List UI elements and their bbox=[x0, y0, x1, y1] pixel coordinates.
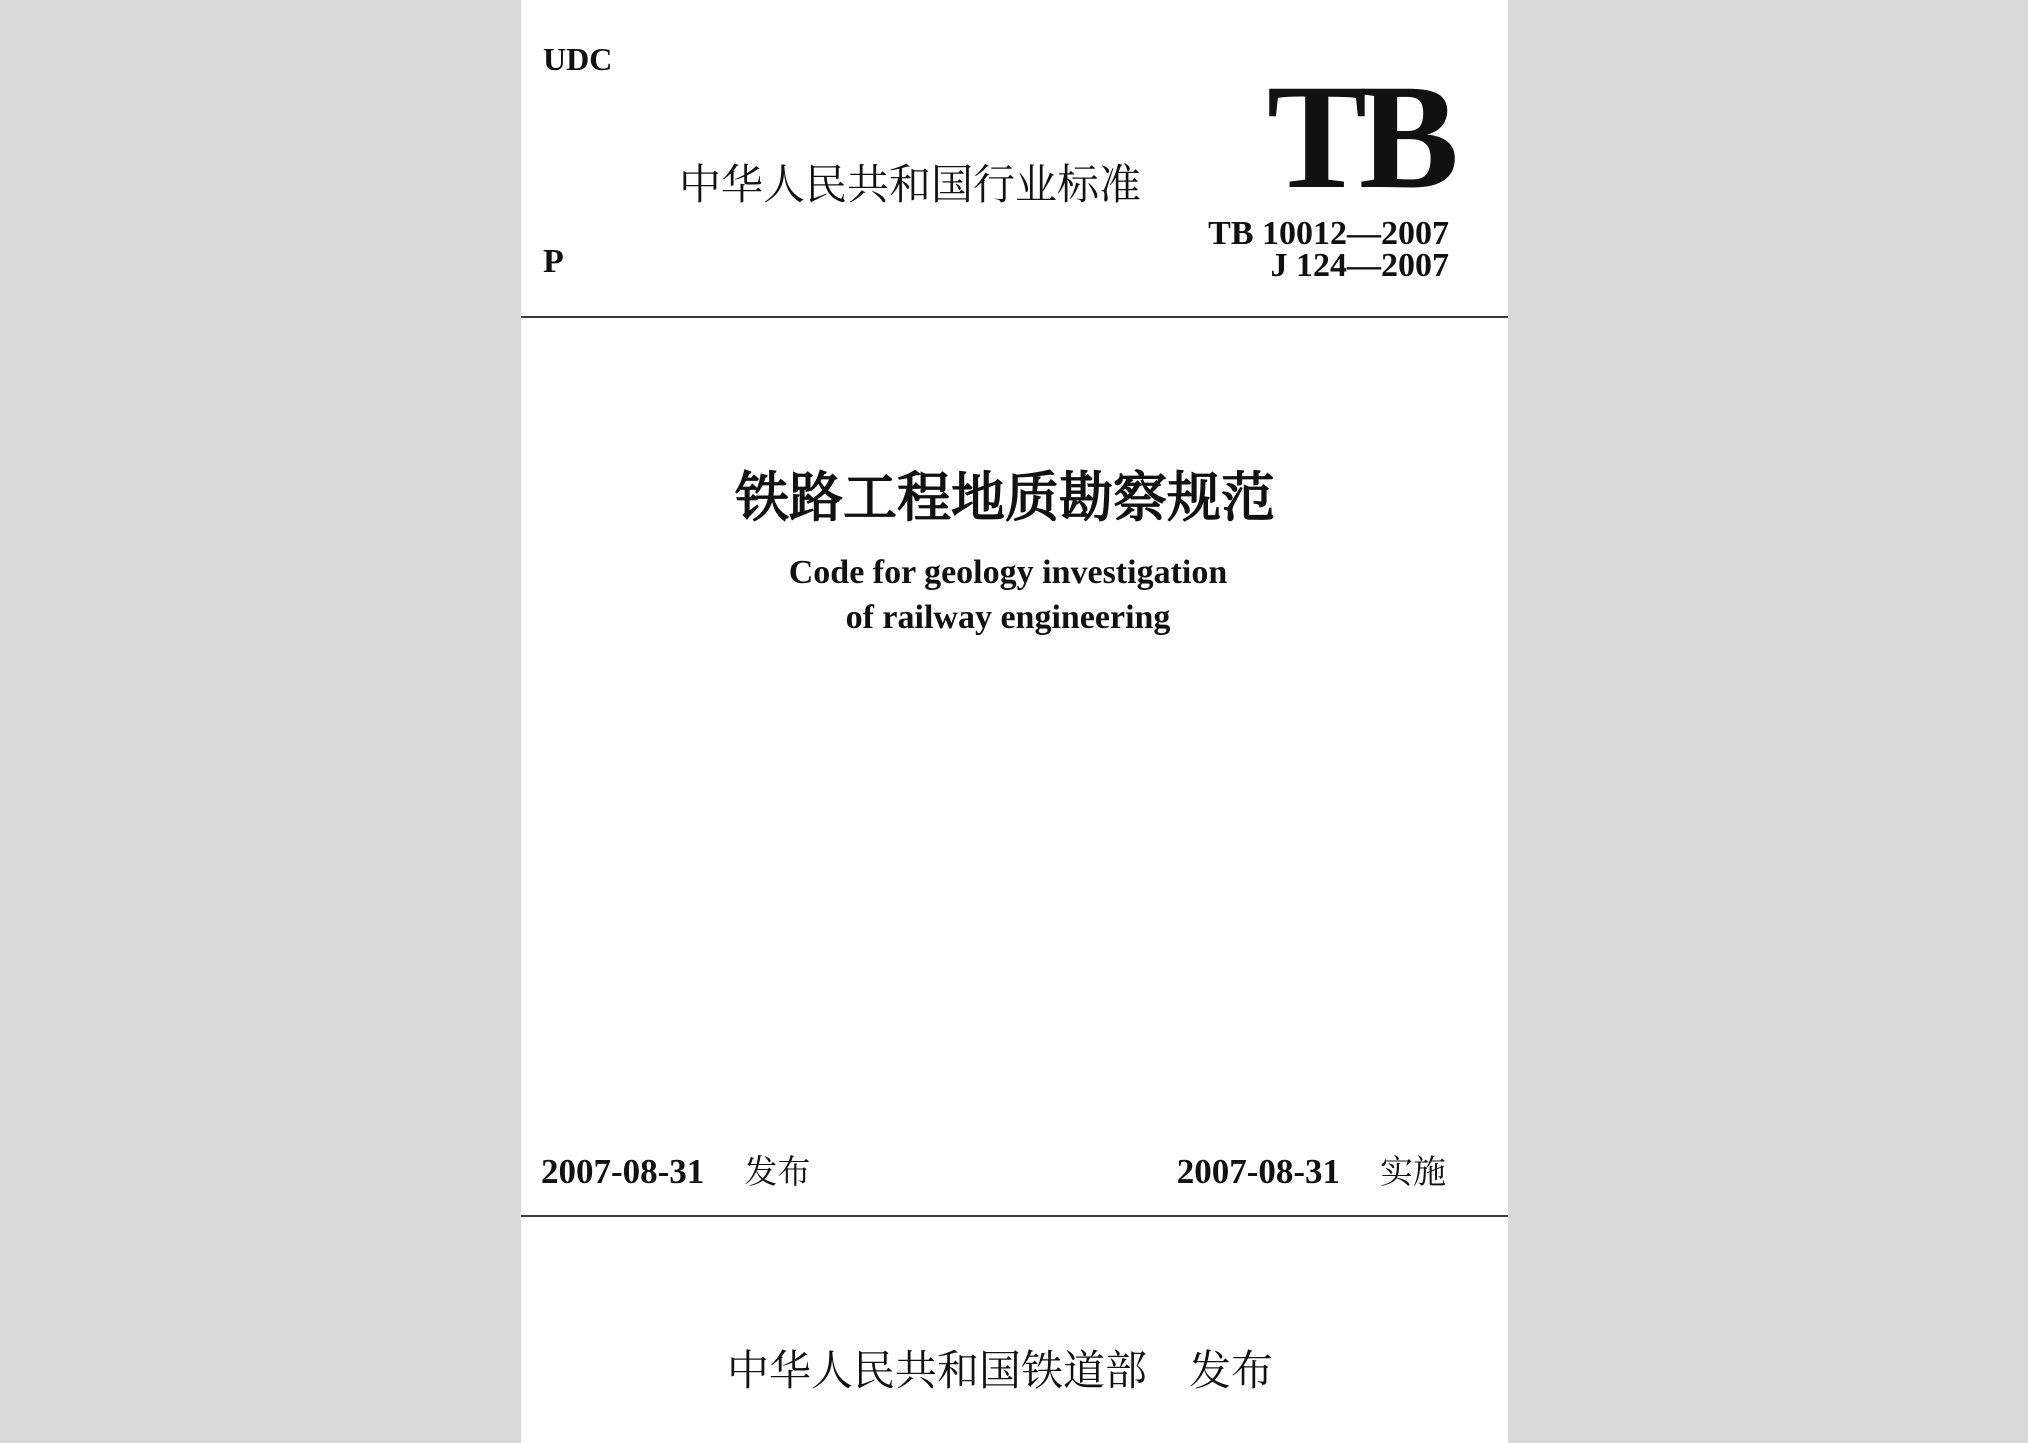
issue-label: 发布 bbox=[744, 1152, 811, 1191]
effective-date-block bbox=[1177, 1154, 1446, 1189]
udc-label: UDC bbox=[543, 41, 613, 77]
effective-label: 实施 bbox=[1380, 1152, 1446, 1191]
issuer-name: 中华人民共和国铁道部 bbox=[727, 1346, 1148, 1395]
issuer-block bbox=[727, 1346, 1274, 1395]
issuer-label: 发布 bbox=[1189, 1346, 1274, 1395]
top-divider bbox=[521, 316, 1508, 318]
document-title-english-line-2: of railway engineering bbox=[845, 599, 1171, 636]
standard-type-heading: 中华人民共和国行业标准 bbox=[679, 160, 1142, 209]
record-number: J 124—2007 bbox=[1270, 247, 1449, 284]
standard-number: TB 10012—2007 bbox=[1208, 215, 1449, 252]
document-title-chinese: 铁路工程地质勘察规范 bbox=[735, 466, 1275, 529]
document-title-english-line-1: Code for geology investigation bbox=[788, 554, 1228, 591]
effective-date: 2007-08-31 bbox=[1176, 1152, 1340, 1191]
tb-logo: TB bbox=[1266, 54, 1451, 220]
category-code: P bbox=[543, 243, 564, 280]
bottom-divider bbox=[521, 1215, 1508, 1217]
issue-date-block bbox=[541, 1154, 810, 1189]
document-cover-page bbox=[521, 0, 1508, 1443]
issue-date: 2007-08-31 bbox=[541, 1152, 705, 1191]
